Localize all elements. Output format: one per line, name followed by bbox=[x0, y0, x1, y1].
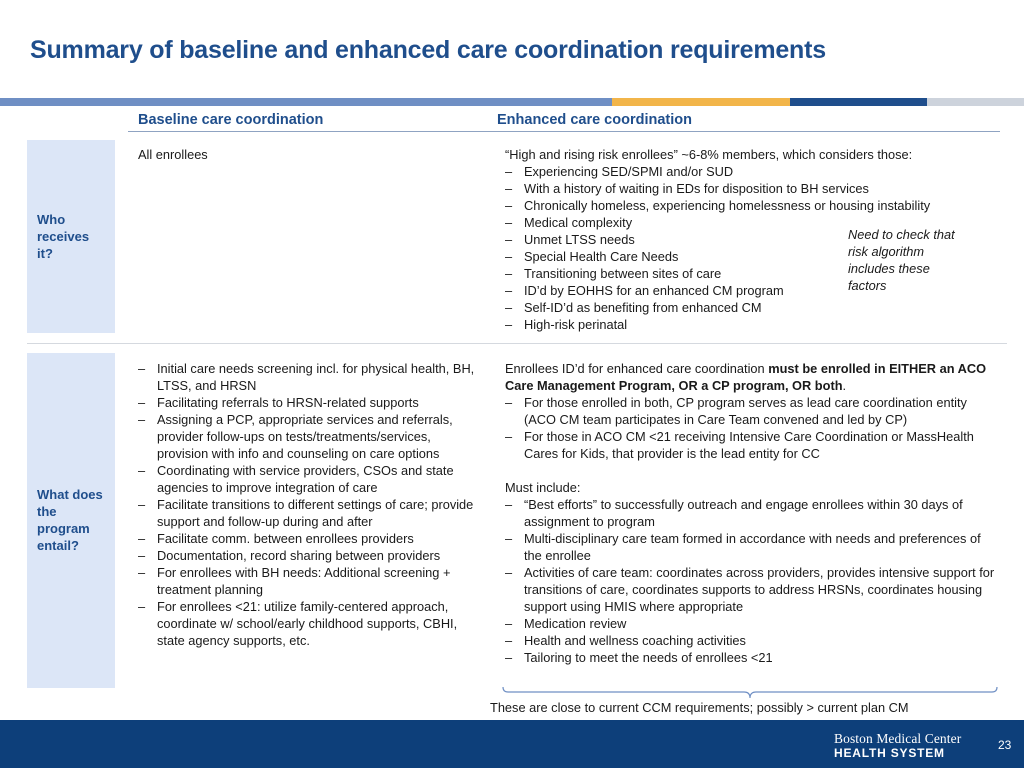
enhanced-what-cell bbox=[505, 360, 995, 666]
list-item: – Assigning a PCP, appropriate services and referrals, provider follow-ups on tests/treatments/services, provision with info and counseling on care options bbox=[138, 411, 483, 462]
baseline-who-cell bbox=[138, 146, 478, 163]
list-item: – ID’d by EOHHS for an enhanced CM program bbox=[505, 282, 995, 299]
enhanced-what-list-2 bbox=[505, 496, 995, 666]
curly-brace-icon bbox=[502, 686, 998, 700]
list-item: – Chronically homeless, experiencing homelessness or housing instability bbox=[505, 197, 995, 214]
list-item: – High-risk perinatal bbox=[505, 316, 995, 333]
baseline-what-cell bbox=[138, 360, 483, 649]
intro-end: . bbox=[842, 378, 847, 393]
slide-title: Summary of baseline and enhanced care coordination requirements bbox=[30, 36, 826, 64]
brace-annotation: These are close to current CCM requirements; possibly > current plan CM bbox=[490, 700, 909, 715]
list-item: – Transitioning between sites of care bbox=[505, 265, 995, 282]
list-item: – Medical complexity bbox=[505, 214, 995, 231]
list-item: – Initial care needs screening incl. for physical health, BH, LTSS, and HRSN bbox=[138, 360, 483, 394]
enhanced-who-intro: “High and rising risk enrollees” ~6-8% members, which considers those: bbox=[505, 147, 913, 162]
row-label-box-what bbox=[27, 353, 115, 688]
list-item: – Unmet LTSS needs bbox=[505, 231, 995, 248]
intro-bold: must be enrolled in EITHER an ACO Care Management Program, OR a CP program, OR both bbox=[505, 361, 987, 393]
header-band-orange bbox=[612, 98, 790, 106]
row-divider bbox=[27, 343, 1007, 344]
list-item: – Documentation, record sharing between providers bbox=[138, 547, 483, 564]
row-label-who: Who receives it? bbox=[37, 212, 90, 261]
must-include-heading: Must include: bbox=[505, 480, 581, 495]
list-item: – For enrollees <21: utilize family-centered approach, coordinate w/ school/early childhood supports, CBHI, state agency supports, etc. bbox=[138, 598, 483, 649]
risk-algorithm-note: Need to check that risk algorithm includes these factors bbox=[848, 227, 955, 293]
row-label-box-who bbox=[27, 140, 115, 333]
boston-medical-center-logo bbox=[834, 732, 961, 760]
list-item: – For those enrolled in both, CP program serves as lead care coordination entity (ACO CM team participates in Care Team convened and led by CP) bbox=[505, 394, 995, 428]
list-item: – Coordinating with service providers, CSOs and state agencies to improve integration of care bbox=[138, 462, 483, 496]
header-band-blue bbox=[0, 98, 612, 106]
list-item: – For those in ACO CM <21 receiving Intensive Care Coordination or MassHealth Cares for Kids, that provider is the lead entity for CC bbox=[505, 428, 995, 462]
header-divider bbox=[128, 131, 1000, 132]
baseline-who-text: All enrollees bbox=[138, 147, 208, 162]
list-item: – Activities of care team: coordinates across providers, provides intensive support for transitions of care, coordinates supports to address HRSNs, coordinates housing support using HMIS where appropriate bbox=[505, 564, 995, 615]
logo-line-2: HEALTH SYSTEM bbox=[834, 746, 945, 760]
list-item: – Facilitate transitions to different settings of care; provide support and follow-up during and after bbox=[138, 496, 483, 530]
logo-line-1: Boston Medical Center bbox=[834, 731, 962, 746]
enhanced-what-list-1 bbox=[505, 394, 995, 462]
list-item: – With a history of waiting in EDs for disposition to BH services bbox=[505, 180, 995, 197]
list-item: – Health and wellness coaching activities bbox=[505, 632, 995, 649]
header-band-navy bbox=[790, 98, 927, 106]
page-number: 23 bbox=[998, 738, 1012, 752]
list-item: – Medication review bbox=[505, 615, 995, 632]
header-band-gray bbox=[927, 98, 1024, 106]
list-item: – Facilitating referrals to HRSN-related supports bbox=[138, 394, 483, 411]
list-item: – Experiencing SED/SPMI and/or SUD bbox=[505, 163, 995, 180]
list-item: – Multi-disciplinary care team formed in accordance with needs and preferences of the enrollee bbox=[505, 530, 995, 564]
baseline-what-list bbox=[138, 360, 483, 649]
column-header-baseline: Baseline care coordination bbox=[138, 112, 324, 128]
row-label-what: What does the program entail? bbox=[37, 487, 103, 553]
intro-plain: Enrollees ID’d for enhanced care coordination bbox=[505, 361, 769, 376]
list-item: – Facilitate comm. between enrollees providers bbox=[138, 530, 483, 547]
list-item: – Special Health Care Needs bbox=[505, 248, 995, 265]
enhanced-what-intro bbox=[505, 360, 995, 394]
list-item: – Self-ID’d as benefiting from enhanced CM bbox=[505, 299, 995, 316]
list-item: – “Best efforts” to successfully outreach and engage enrollees within 30 days of assignment to program bbox=[505, 496, 995, 530]
list-item: – For enrollees with BH needs: Additional screening + treatment planning bbox=[138, 564, 483, 598]
list-item: – Tailoring to meet the needs of enrollees <21 bbox=[505, 649, 995, 666]
column-header-enhanced: Enhanced care coordination bbox=[497, 112, 692, 128]
